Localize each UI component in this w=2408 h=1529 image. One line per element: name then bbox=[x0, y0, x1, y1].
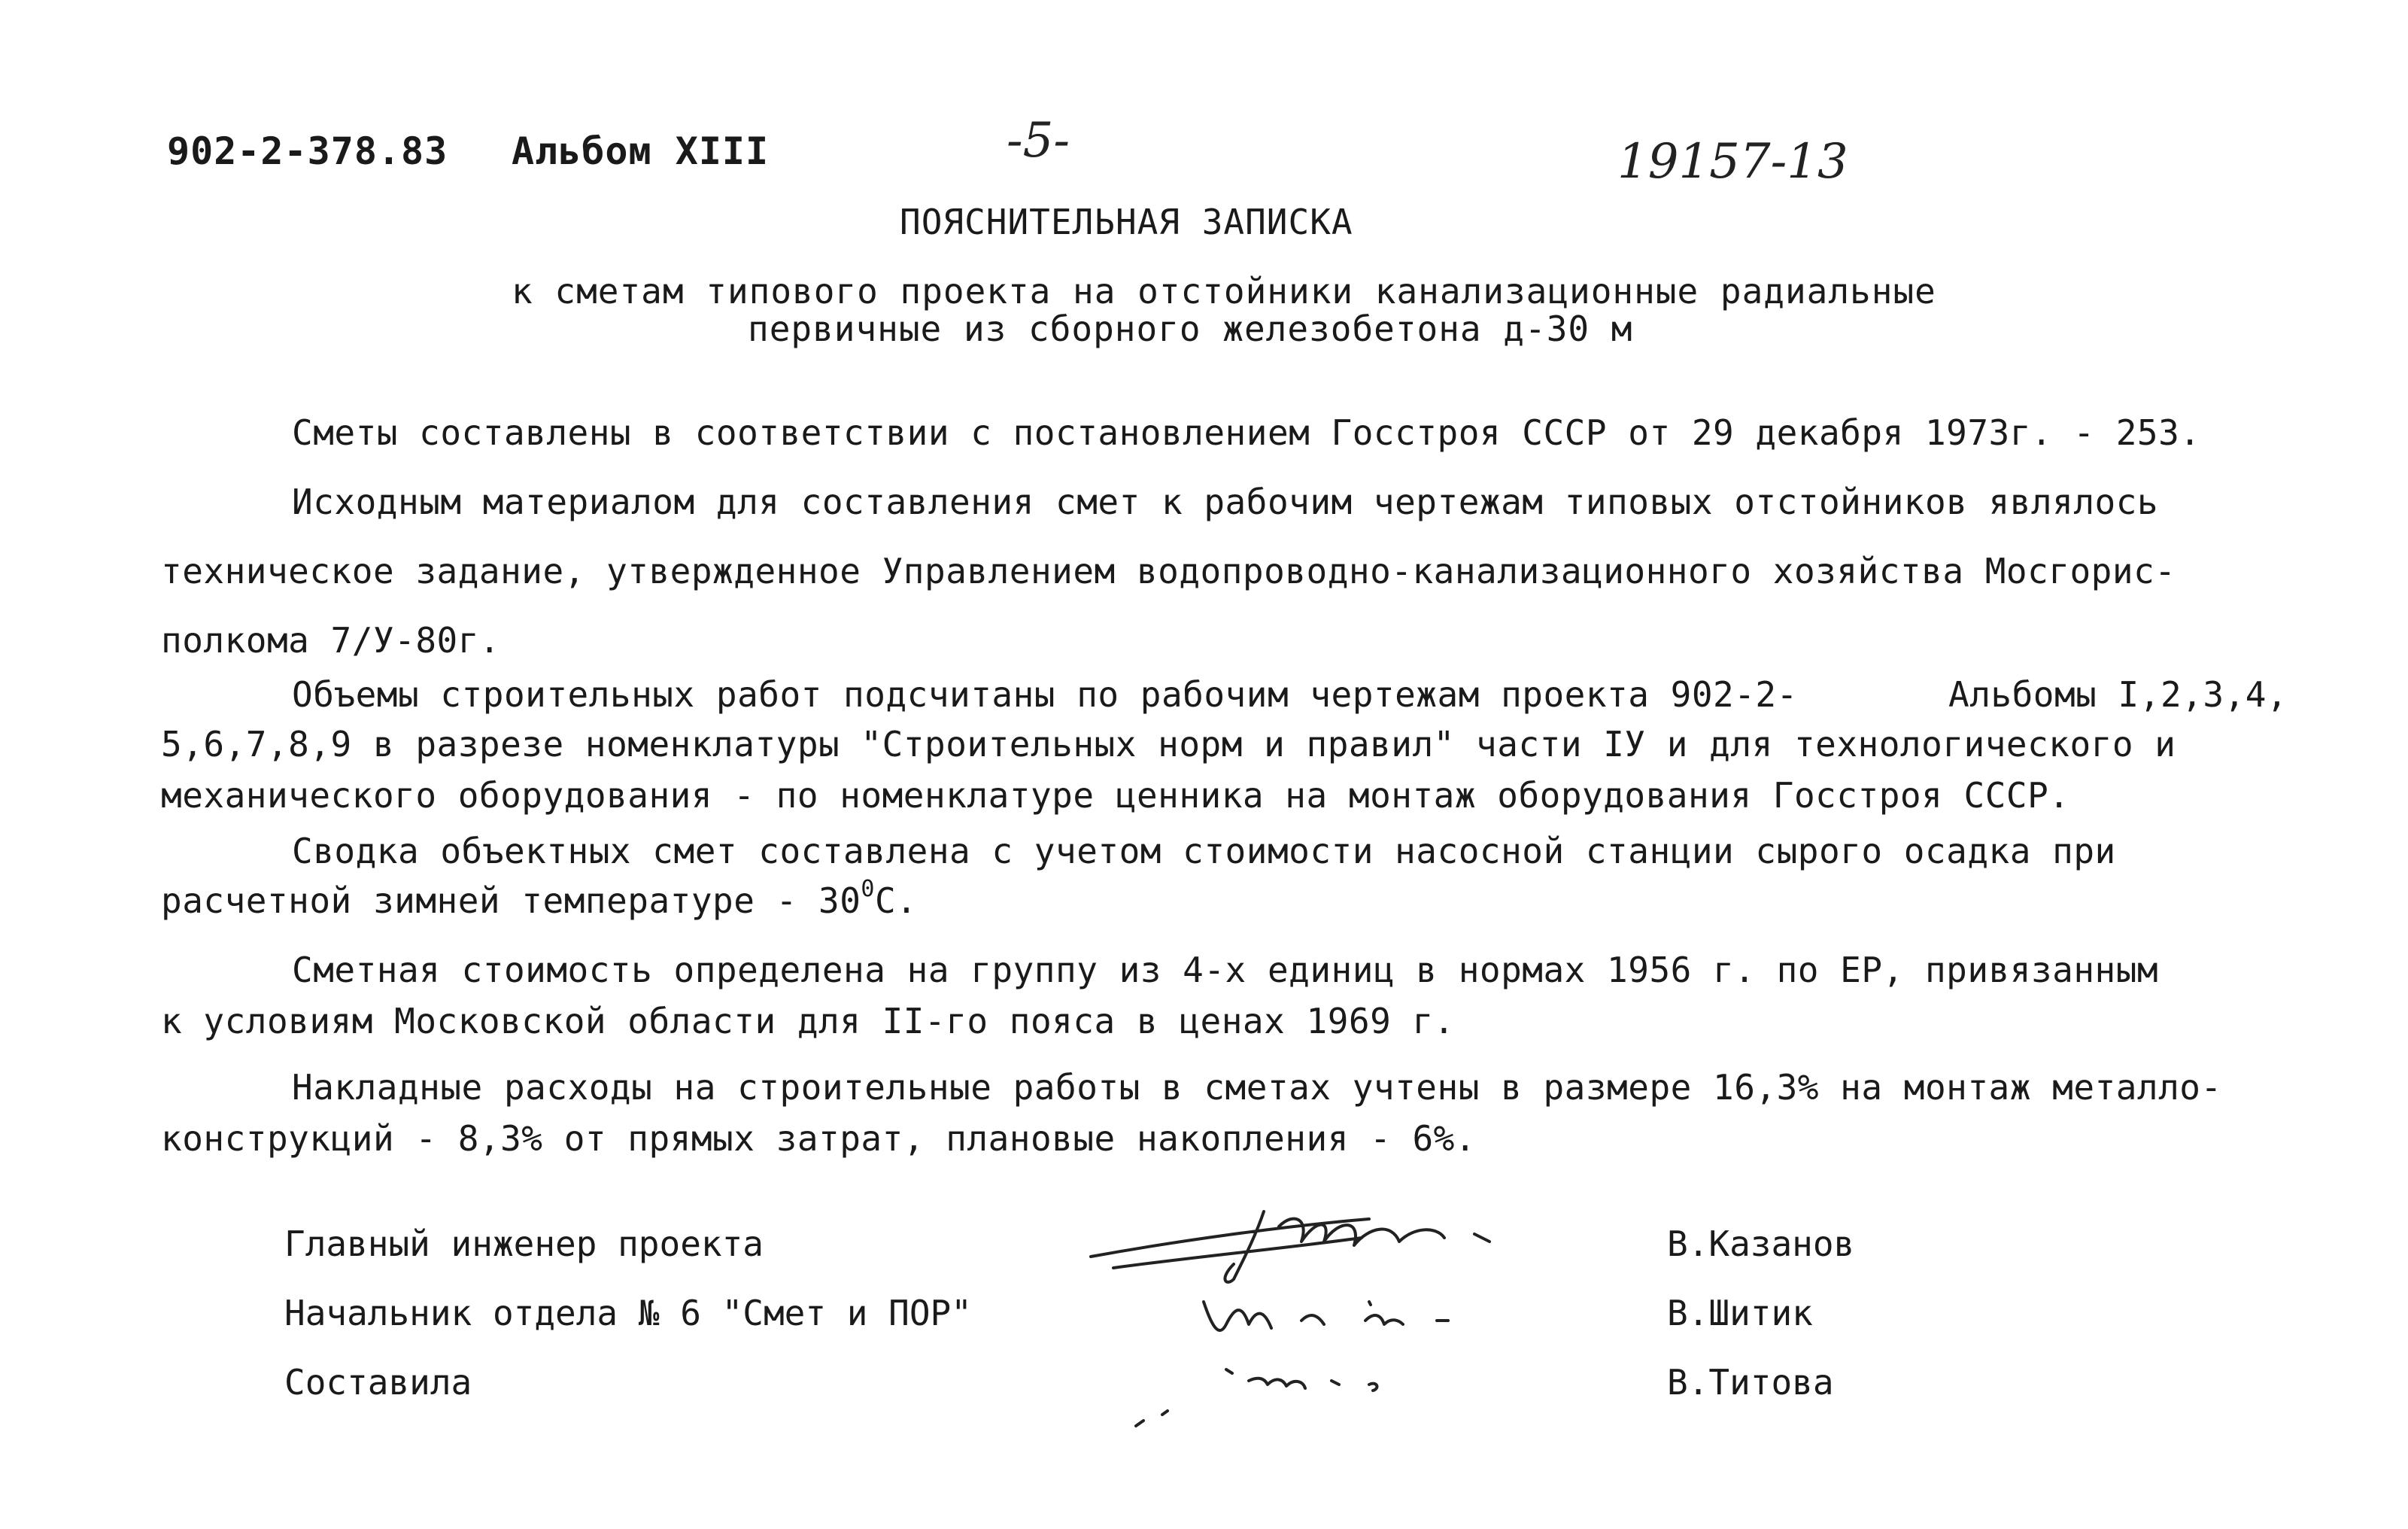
paragraph-4-line-1: Сводка объектных смет составлена с учетом стоимости насосной станции сырого осадка при bbox=[292, 831, 2116, 871]
page-number: -5- bbox=[1007, 113, 1070, 169]
paragraph-4-text: расчетной зимней температуре - 30 bbox=[161, 880, 861, 921]
paragraph-3-line-3: механического оборудования - по номенклатуре ценника на монтаж оборудования Госстроя СССР. bbox=[161, 775, 2070, 816]
paragraph-5-line-2: к условиям Московской области для II-го пояса в ценах 1969 г. bbox=[161, 1001, 1455, 1041]
paragraph-6-line-1: Накладные расходы на строительные работы в сметах учтены в размере 16,3% на монтаж металло- bbox=[292, 1067, 2222, 1108]
paragraph-6-line-2: конструкций - 8,3% от прямых затрат, плановые накопления - 6%. bbox=[161, 1118, 1477, 1159]
signature-name-2: В.Шитик bbox=[1667, 1293, 1813, 1333]
paragraph-2-line-2: техническое задание, утвержденное Управлением водопроводно-канализационного хозяйства Мосгорис- bbox=[161, 551, 2176, 591]
document-subtitle-line-1: к сметам типового проекта на отстойники канализационные радиальные bbox=[512, 271, 1936, 312]
signature-role-1: Главный инженер проекта bbox=[284, 1224, 764, 1264]
paragraph-4-unit: С. bbox=[874, 880, 918, 921]
paragraph-2-line-3: полкома 7/У-80г. bbox=[161, 620, 501, 661]
degree-superscript: 0 bbox=[861, 876, 875, 902]
paragraph-3-line-1a: Объемы строительных работ подсчитаны по рабочим чертежам проекта 902-2- bbox=[292, 674, 1798, 715]
handwritten-number: 19157-13 bbox=[1617, 134, 1848, 190]
paragraph-3-line-1b: Альбомы I,2,3,4, bbox=[1948, 674, 2288, 715]
document-subtitle-line-2: первичные из сборного железобетона д-30 м bbox=[748, 309, 1633, 349]
paragraph-1: Сметы составлены в соответствии с постановлением Госстроя СССР от 29 декабря 1973г. - 253. bbox=[292, 412, 2201, 453]
signature-scribble-3 bbox=[1128, 1354, 1429, 1437]
signature-scribble-2 bbox=[1196, 1279, 1467, 1347]
album-label: Альбом XIII bbox=[512, 129, 770, 173]
signature-role-3: Составила bbox=[284, 1362, 472, 1403]
signature-name-1: В.Казанов bbox=[1667, 1224, 1855, 1264]
document-title: ПОЯСНИТЕЛЬНАЯ ЗАПИСКА bbox=[900, 202, 1353, 242]
signature-role-2: Начальник отдела № 6 "Смет и ПОР" bbox=[284, 1293, 972, 1333]
paragraph-3-line-2: 5,6,7,8,9 в разрезе номенклатуры "Строительных норм и правил" части IУ и для технологического и bbox=[161, 724, 2176, 764]
doc-code: 902-2-378.83 bbox=[167, 129, 448, 173]
paragraph-5-line-1: Сметная стоимость определена на группу из 4-х единиц в нормах 1956 г. по ЕР, привязанным bbox=[292, 950, 2159, 990]
paragraph-4-line-2 bbox=[161, 876, 918, 921]
signature-name-3: В.Титова bbox=[1667, 1362, 1834, 1403]
paragraph-2-line-1: Исходным материалом для составления смет к рабочим чертежам типовых отстойников являлось bbox=[292, 482, 2159, 522]
